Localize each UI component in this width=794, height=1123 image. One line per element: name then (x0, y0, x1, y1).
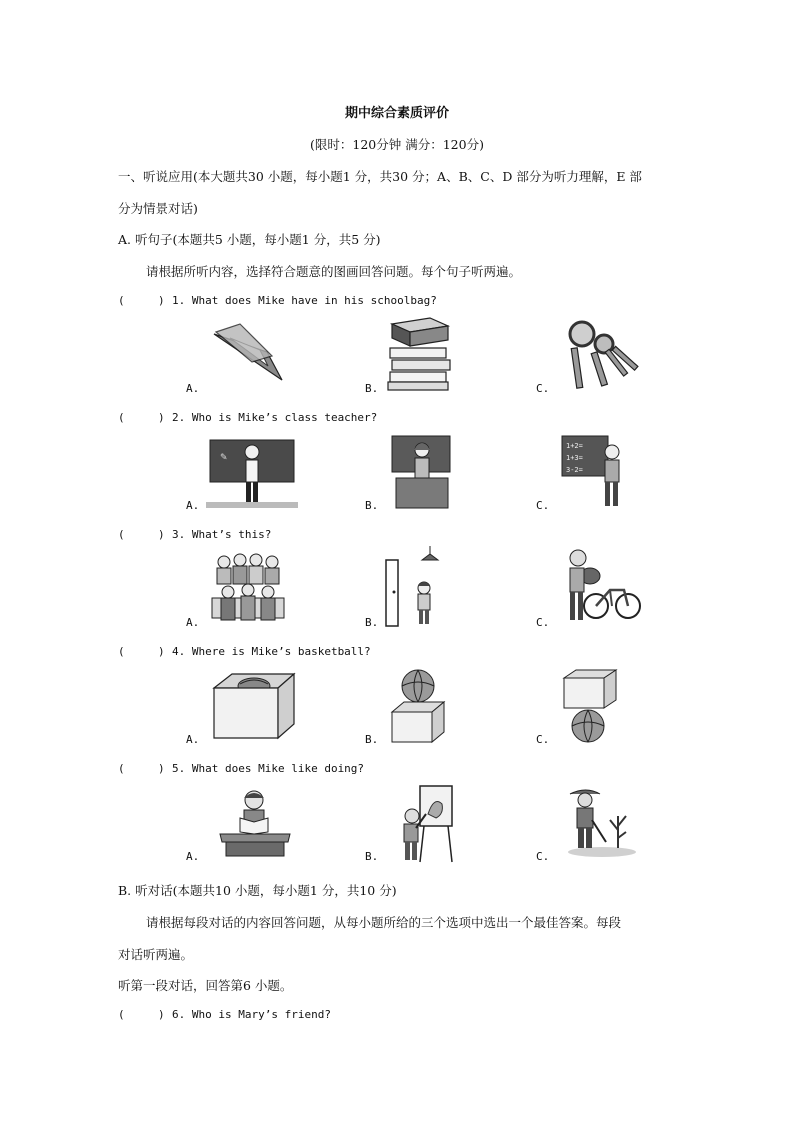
young-male-teacher-icon (206, 436, 298, 510)
option-a-label: A. (186, 850, 200, 863)
answer-blank-close: ) (158, 645, 165, 658)
triangle-ruler-icon (212, 322, 284, 382)
boy-at-door-icon (384, 546, 446, 628)
keys-icon (560, 318, 640, 392)
question-text: 4. Where is Mike’s basketball? (172, 645, 371, 658)
option-a-label: A. (186, 616, 200, 629)
part-a-heading: A. 听句子(本题共5 小题，每小题1 分，共5 分) (118, 232, 381, 247)
answer-blank-open[interactable]: ( (118, 1008, 125, 1021)
svg-text:1+3=: 1+3= (566, 454, 583, 462)
part-b-heading: B. 听对话(本题共10 小题，每小题1 分，共10 分) (118, 883, 397, 898)
answer-blank-close: ) (158, 411, 165, 424)
part-b-instruction-line-1: 请根据每段对话的内容回答问题，从每小题所给的三个选项中选出一个最佳答案。每段 (146, 915, 622, 930)
option-c-label: C. (536, 382, 550, 395)
ball-under-box-icon (562, 668, 620, 744)
option-c-label: C. (536, 733, 550, 746)
question-text: 1. What does Mike have in his schoolbag? (172, 294, 437, 307)
answer-blank-close: ) (158, 528, 165, 541)
option-c-label: C. (536, 499, 550, 512)
answer-blank-open[interactable]: ( (118, 294, 125, 307)
question-text: 3. What’s this? (172, 528, 272, 541)
section-1-line-2: 分为情景对话) (118, 201, 198, 216)
answer-blank-open[interactable]: ( (118, 528, 125, 541)
answer-blank-close: ) (158, 1008, 165, 1021)
question-6 (118, 1008, 331, 1021)
question-1 (118, 294, 437, 307)
question-text: 6. Who is Mary’s friend? (172, 1008, 331, 1021)
answer-blank-open[interactable]: ( (118, 645, 125, 658)
boy-drawing-icon (400, 784, 456, 864)
svg-text:✎: ✎ (220, 453, 228, 463)
family-photo-icon (208, 550, 288, 628)
option-c-label: C. (536, 850, 550, 863)
option-b-label: B. (365, 850, 379, 863)
question-4 (118, 645, 371, 658)
option-b-label: B. (365, 382, 379, 395)
books-icon (386, 316, 454, 392)
question-text: 2. Who is Mike’s class teacher? (172, 411, 378, 424)
part-a-instruction: 请根据所听内容，选择符合题意的图画回答问题。每个句子听两遍。 (146, 264, 522, 279)
female-teacher-icon (390, 434, 452, 510)
option-a-label: A. (186, 733, 200, 746)
section-1-line-1: 一、听说应用(本大题共30 小题，每小题1 分，共30 分；A、B、C、D 部分为听力理解，E 部 (118, 169, 642, 184)
svg-text:1+2=: 1+2= (566, 442, 583, 450)
ball-on-box-icon (390, 668, 446, 744)
option-a-label: A. (186, 382, 200, 395)
answer-blank-close: ) (158, 762, 165, 775)
option-b-label: B. (365, 733, 379, 746)
svg-text:3-2=: 3-2= (566, 466, 583, 474)
old-male-teacher-icon (560, 434, 636, 510)
page-title: 期中综合素质评价 (344, 106, 449, 121)
option-b-label: B. (365, 616, 379, 629)
question-2 (118, 411, 377, 424)
boy-planting-icon (566, 786, 638, 858)
part-b-instruction-line-2: 对话听两遍。 (118, 947, 194, 962)
ball-in-box-icon (212, 670, 296, 740)
answer-blank-open[interactable]: ( (118, 762, 125, 775)
question-5 (118, 762, 364, 775)
question-text: 5. What does Mike like doing? (172, 762, 365, 775)
option-b-label: B. (365, 499, 379, 512)
dialog-1-prompt: 听第一段对话，回答第6 小题。 (118, 978, 293, 993)
boy-with-bicycle-icon (562, 548, 642, 624)
answer-blank-close: ) (158, 294, 165, 307)
question-3 (118, 528, 271, 541)
answer-blank-open[interactable]: ( (118, 411, 125, 424)
page-subtitle: (限时：120分钟 满分：120分) (310, 137, 484, 152)
boy-reading-icon (216, 788, 294, 858)
option-c-label: C. (536, 616, 550, 629)
option-a-label: A. (186, 499, 200, 512)
